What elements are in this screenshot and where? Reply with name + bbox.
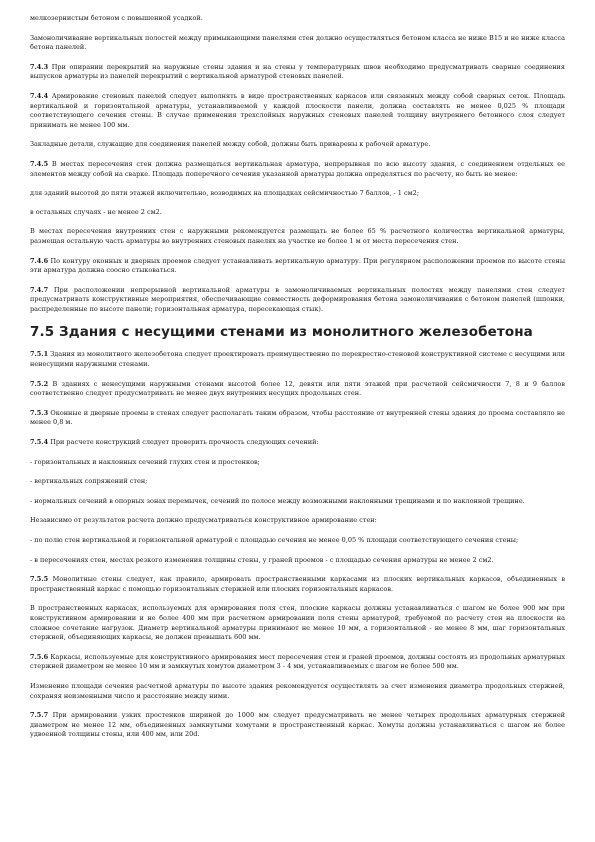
- paragraph: [30, 604, 565, 642]
- paragraph: [30, 477, 565, 487]
- paragraph: [30, 536, 565, 546]
- paragraph: [30, 516, 565, 526]
- paragraph: [30, 208, 565, 218]
- paragraph-text: - по полю стен вертикальной и горизонтальной арматурой с площадью сечения не менее 0,05 % площади соответствующего сечения стены;: [30, 536, 519, 544]
- clause-number: 7.5.7: [30, 711, 49, 720]
- clause-number: 7.5.6: [30, 652, 49, 661]
- clause-number: 7.5.5: [30, 575, 49, 584]
- paragraph-text: В пространственных каркасах, используемых для армирования поля стен, плоские каркасы должны устанавливаться с шагом не более 900 мм при конструктивном армировании и не более 400 мм при расчетном армировании поля стены арматурой, требуемой по расчету стен на плоскости на сложное сочетание нагрузок. Диаметр вертикальной арматуры принимают не менее 10 мм, а горизонтальной - не менее 8 мм, шаг горизонтальных стержней, объединяющих каркасы, не должен превышать 600 мм.: [30, 604, 565, 642]
- paragraph-text: По контуру оконных и дверных проемов следует устанавливать вертикальную арматуру. При регулярном расположении проемов по высоте стены эти арматура должна соосно стыковаться.: [30, 256, 565, 275]
- clause-number: 7.5.2: [30, 379, 49, 388]
- section-7-5-text: [30, 350, 565, 739]
- paragraph-text: Замоноличивание вертикальных полостей между примыкающими панелями стен должно осуществляться бетоном класса не ниже В15 и не ниже класса бетона панелей.: [30, 33, 565, 52]
- paragraph-text: - в пересечениях стен, местах резкого изменения толщины стены, у граней проемов - с площадью сечения арматуры не менее 2 см2.: [30, 555, 494, 564]
- paragraph: [30, 160, 565, 179]
- paragraph: [30, 189, 565, 199]
- paragraph-text: При опирании перекрытий на наружные стены здания и на стены у температурных швов необходимо предусматривать сварные соединения выпусков арматуры из панелей перекрытий с вертикальной арматурой стеновых панелей.: [30, 62, 565, 81]
- paragraph: [30, 409, 565, 428]
- paragraph-text: для зданий высотой до пяти этажей включительно, возводимых на площадках сейсмичностью 7 баллов, - 1 см2;: [30, 189, 420, 198]
- paragraph-text: - вертикальных сопряжений стен;: [30, 477, 148, 486]
- paragraph: [30, 380, 565, 399]
- paragraph: [30, 227, 565, 246]
- clause-number: 7.4.4: [30, 91, 49, 100]
- paragraph-text: В местах пересечения внутренних стен с наружными рекомендуется размещать не более 65 % расчетного количества вертикальной арматуры, размещая остальную часть арматуры во внутренних стеновых панелях на участке не более 1 м от места пересечения стен.: [30, 227, 565, 245]
- paragraph-text: мелкозернистым бетоном с повышенной усадкой.: [30, 14, 203, 22]
- paragraph-text: При расчете конструкций следует проверить прочность следующих сечений:: [50, 438, 319, 447]
- paragraph: [30, 458, 565, 468]
- clause-number: 7.4.5: [30, 159, 49, 168]
- clause-number: 7.5.4: [30, 438, 49, 447]
- paragraph: [30, 257, 565, 276]
- paragraph-text: - горизонтальных и наклонных сечений глухих стен и простенков;: [30, 457, 260, 466]
- paragraph: [30, 682, 565, 701]
- paragraph-text: Здания из монолитного железобетона следует проектировать преимущественно по перекрестно-стеновой конструктивной системе с несущими или ненесущими наружными стенами.: [30, 350, 565, 369]
- paragraph-text: Оконные и дверные проемы в стенах следует располагать таким образом, чтобы расстояние от внутренней стены здания до проема составляло не менее 0,8 м.: [30, 408, 565, 427]
- clause-number: 7.5.3: [30, 408, 49, 417]
- section-7-4-text: [30, 14, 565, 314]
- paragraph: [30, 653, 565, 672]
- paragraph-text: Независимо от результатов расчета должно предусматриваться конструктивное армирование стен:: [30, 516, 377, 525]
- paragraph-text: При расположении непрерывной вертикальной арматуры в замоноличиваемых вертикальных полостях между панелями стен следует предусматривать конструктивные мероприятия, обеспечивающие совместность деформирования бетона замоноличивания с бетоном панелей (шпонки, распределенные по высоте панели; горизонтальная арматура, пересекающая стык).: [30, 285, 565, 313]
- paragraph: [30, 711, 565, 740]
- paragraph: [30, 497, 565, 507]
- paragraph-text: При армировании узких простенков шириной до 1000 мм следует предусматривать не менее четырех продольных арматурных стержней диаметром не менее 12 мм, объединенных замкнутыми хомутами в пространственный каркас. Хомуты должны устанавливаться с шагом не более удвоенной толщины стены, или 400 мм, или 20d.: [30, 711, 565, 739]
- paragraph: [30, 63, 565, 82]
- clause-number: 7.5.1: [30, 350, 49, 359]
- paragraph: [30, 140, 565, 150]
- paragraph-text: Монолитные стены следует, как правило, армировать пространственными каркасами из плоских вертикальных каркасов, объединенных в пространственный каркас с помощью горизонтальных стержней или плоских горизонтальных каркасов.: [30, 575, 565, 593]
- clause-number: 7.4.6: [30, 256, 49, 265]
- paragraph-text: Закладные детали, служащие для соединения панелей между собой, должны быть приварены к рабочей арматуре.: [30, 140, 431, 149]
- section-heading-7-5: 7.5 Здания с несущими стенами из монолитного железобетона: [30, 324, 533, 341]
- paragraph-text: В местах пересечения стен должна размещаться вертикальная арматура, непрерывная по всю высоту здания, с соединением отдельных ее элементов между собой на сварке. Площадь поперечного сечения указанной арматуры должна определяться по расчету, но быть не менее:: [30, 159, 565, 178]
- paragraph: [30, 556, 565, 566]
- paragraph: [30, 575, 565, 594]
- paragraph: [30, 34, 565, 53]
- paragraph: [30, 92, 565, 130]
- paragraph-text: Каркасы, используемые для конструктивного армирования мест пересечения стен и граней проемов, должны состоять из продольных арматурных стержней диаметром не менее 10 мм и замкнутых хомутов диаметром 3 - 4 мм, устанавливаемых с шагом не более 500 мм.: [30, 652, 565, 671]
- paragraph-text: В зданиях с ненесущими наружными стенами высотой более 12, девяти или пяти этажей при расчетной сейсмичности 7, 8 и 9 баллов соответственно следует предусматривать не менее двух внутренних несущих продольных стен.: [30, 379, 565, 398]
- paragraph-text: - нормальных сечений в опорных зонах перемычек, сечений по полосе между возможными наклонными трещинами и по наклонной трещине.: [30, 496, 525, 505]
- paragraph: [30, 14, 565, 24]
- paragraph: [30, 350, 565, 369]
- paragraph: [30, 438, 565, 448]
- paragraph-text: Армирование стеновых панелей следует выполнять в виде пространственных каркасов или связанных между собой сварных сеток. Площадь вертикальной и горизонтальной арматуры, устанавливаемой у каждой плоскости панели, должна составлять не менее 0,025 % площади соответствующего сечения стены. В случае применения трехслойных наружных стеновых панелей толщину внутреннего бетонного слоя следует принимать не менее 100 мм.: [30, 91, 565, 129]
- paragraph: [30, 286, 565, 315]
- clause-number: 7.4.3: [30, 62, 49, 71]
- paragraph-text: Изменение площади сечения расчетной арматуры по высоте здания рекомендуется осуществлять за счет изменения диаметра продольных стержней, сохраняя неизменными число и расстояние между ними.: [30, 681, 565, 700]
- clause-number: 7.4.7: [30, 285, 49, 294]
- paragraph-text: в остальных случаях - не менее 2 см2.: [30, 207, 162, 216]
